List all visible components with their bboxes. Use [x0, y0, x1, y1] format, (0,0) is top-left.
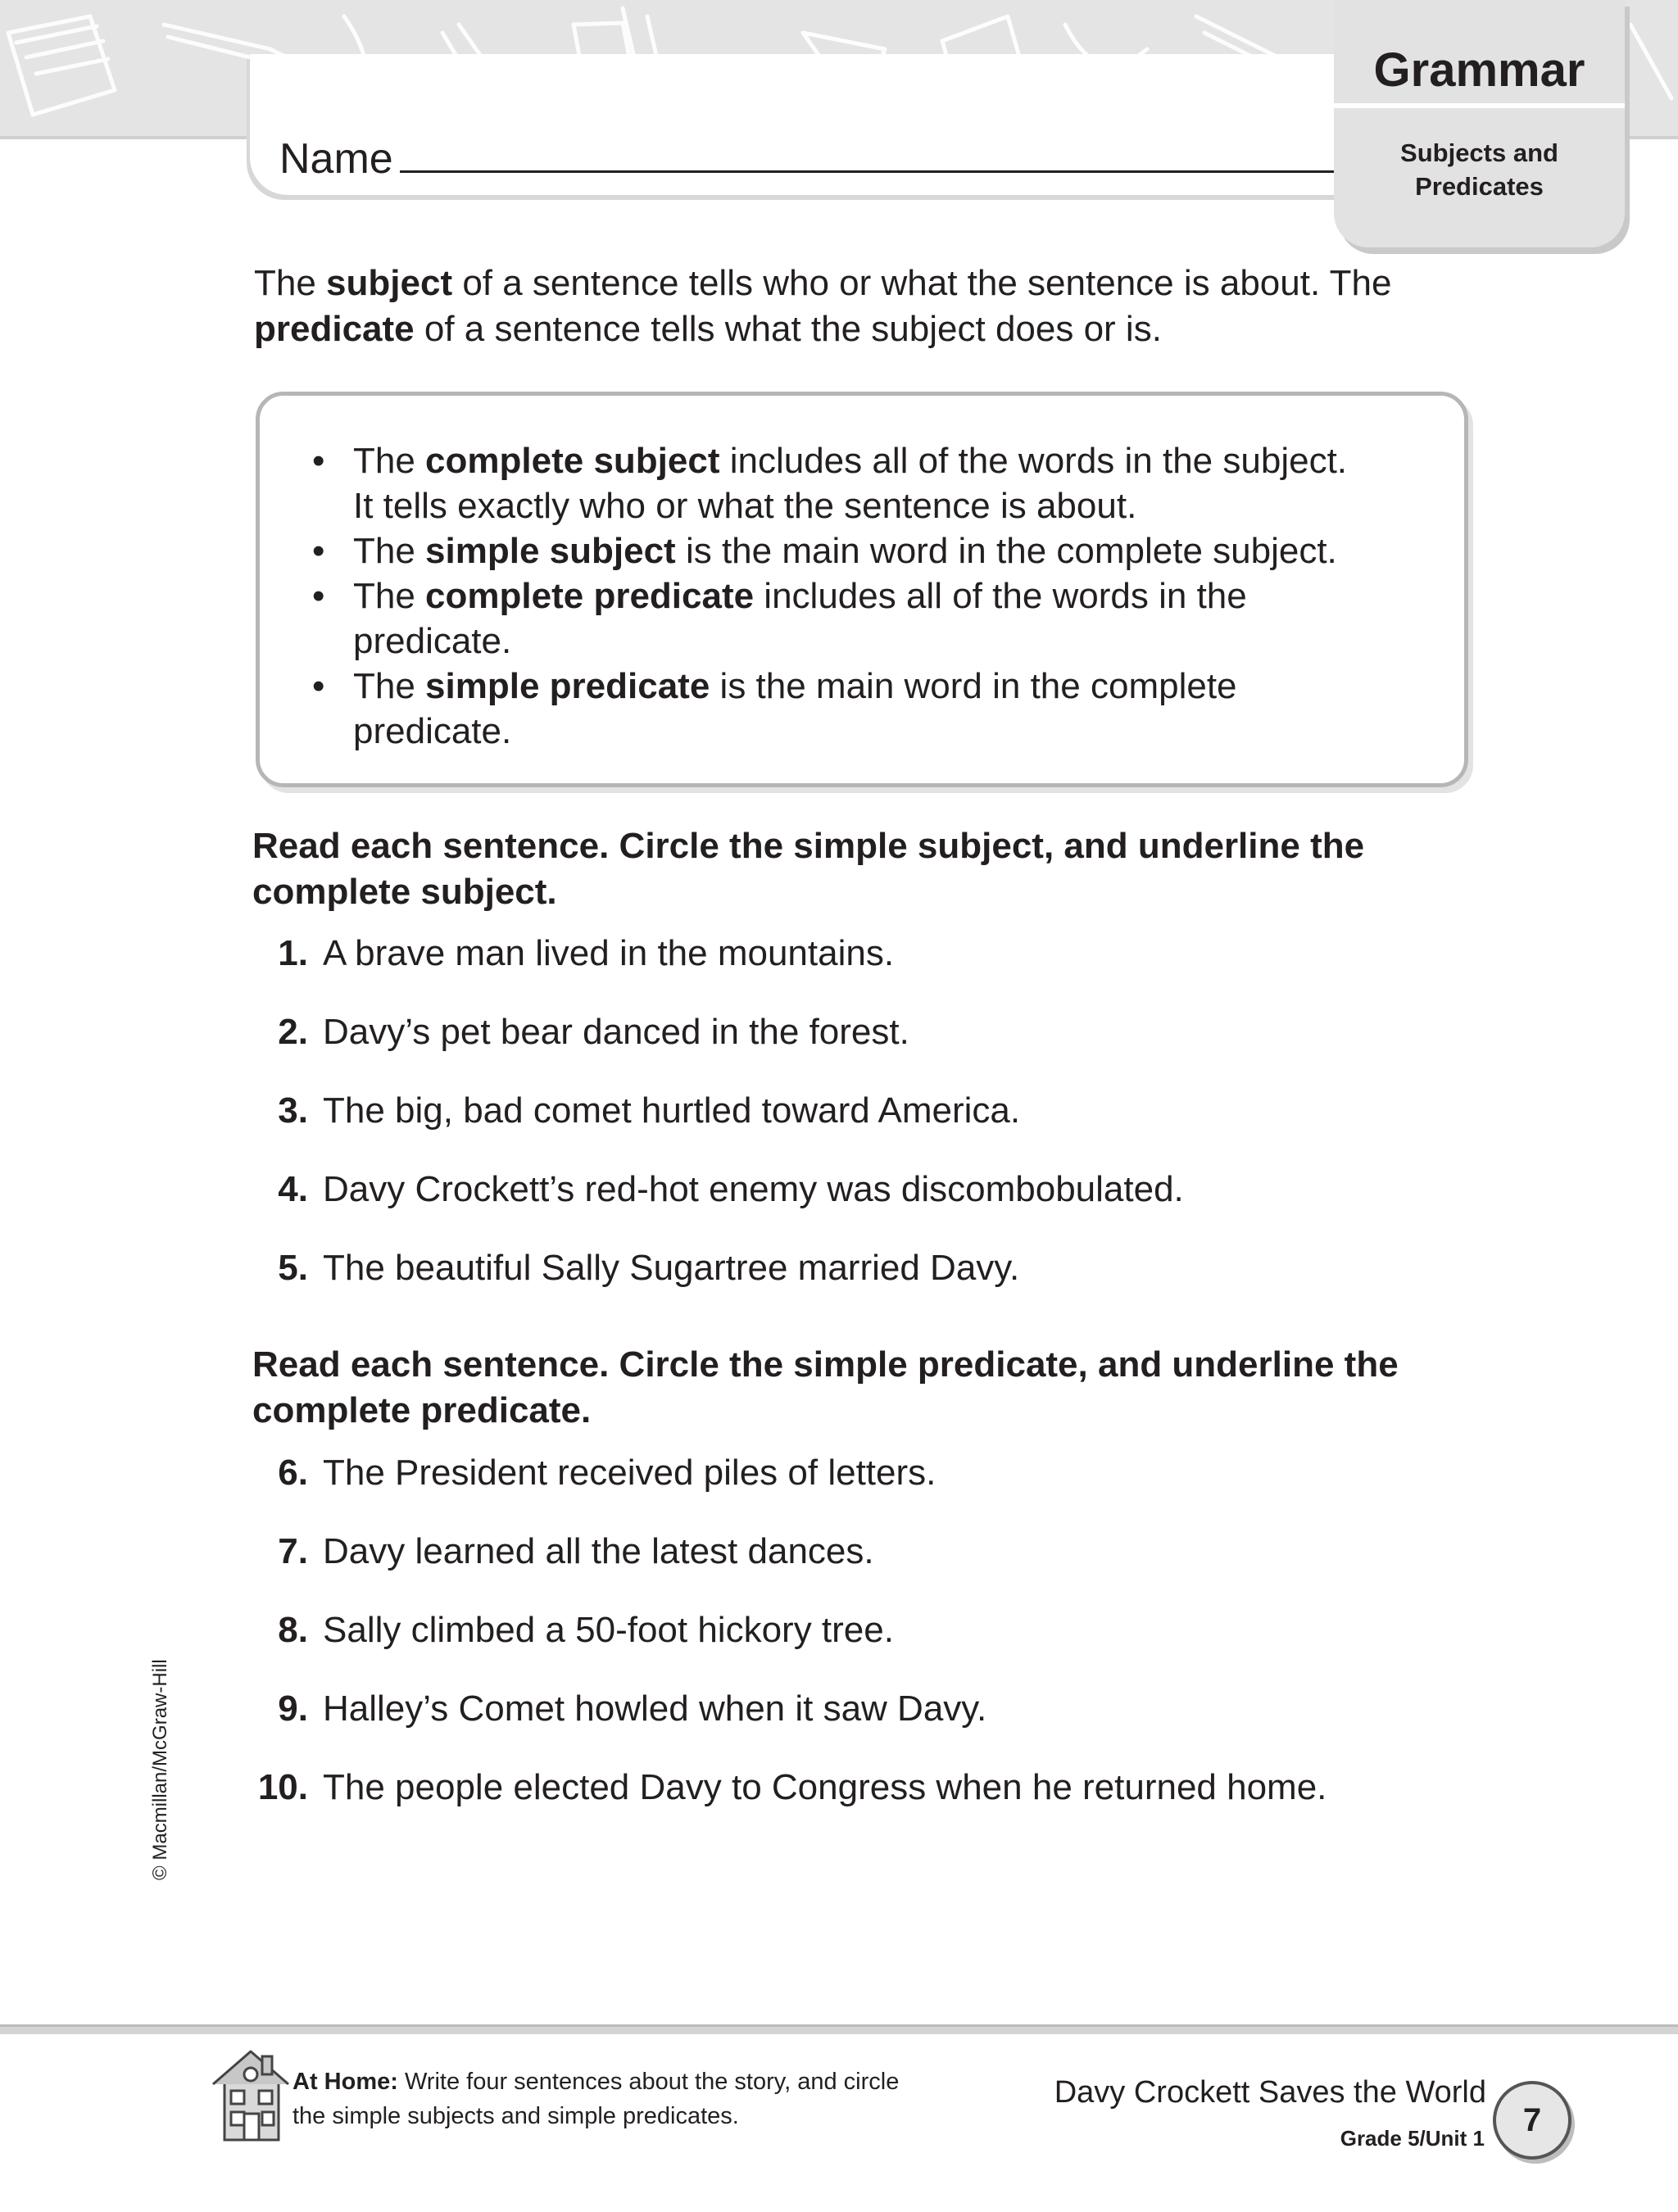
rule-item	[311, 528, 1441, 573]
exercise-item	[246, 931, 1524, 1009]
bullet-icon: •	[312, 531, 325, 571]
item-sentence: Davy’s pet bear danced in the forest.	[323, 1012, 909, 1052]
item-number: 2.	[278, 1012, 308, 1052]
intro-line	[254, 306, 1483, 352]
copyright-notice: © Macmillan/McGraw-Hill	[149, 1659, 171, 1880]
tab-title: Grammar	[1373, 43, 1585, 97]
rule-line	[353, 438, 1441, 483]
rule-term: complete predicate	[425, 576, 755, 616]
at-home-line: the simple subjects and simple predicates.	[293, 2103, 739, 2129]
intro-line	[254, 261, 1483, 306]
item-sentence: A brave man lived in the mountains.	[323, 933, 895, 973]
exercise-list-subject	[246, 931, 1524, 1324]
item-sentence: The big, bad comet hurtled toward America.	[323, 1090, 1021, 1131]
rule-text: is the main word in the complete subject.	[675, 531, 1337, 571]
item-number: 5.	[278, 1248, 308, 1288]
item-sentence: Halley’s Comet howled when it saw Davy.	[323, 1688, 987, 1729]
intro-text: of a sentence tells what the subject does or is.	[414, 309, 1162, 349]
intro-text: of a sentence tells who or what the sentence is about. The	[452, 263, 1392, 303]
grammar-tab	[1334, 0, 1625, 247]
at-home-note	[293, 2065, 964, 2133]
rule-line	[353, 528, 1441, 573]
exercise-list-predicate	[246, 1450, 1524, 1843]
directions-line: complete predicate.	[252, 1390, 592, 1430]
term-predicate: predicate	[254, 309, 415, 349]
house-icon	[210, 2047, 292, 2145]
exercise-item	[246, 1009, 1524, 1088]
story-title: Davy Crockett Saves the World	[1054, 2075, 1486, 2110]
item-number: 6.	[278, 1453, 308, 1493]
rule-term: simple predicate	[425, 666, 710, 706]
exercise-item	[246, 1686, 1524, 1765]
exercise-item	[246, 1607, 1524, 1686]
item-sentence: The beautiful Sally Sugartree married Davy.	[323, 1248, 1020, 1288]
exercise-item	[246, 1088, 1524, 1167]
directions-line: complete subject.	[252, 872, 557, 912]
item-sentence: The President received piles of letters.	[323, 1453, 937, 1493]
rule-text: predicate.	[353, 621, 512, 661]
item-sentence: Sally climbed a 50-foot hickory tree.	[323, 1610, 894, 1650]
item-sentence: Davy Crockett’s red-hot enemy was discombobulated.	[323, 1169, 1184, 1209]
item-number: 1.	[278, 933, 308, 973]
name-label: Name	[279, 135, 393, 183]
rule-item	[311, 573, 1441, 664]
bullet-icon: •	[312, 666, 325, 706]
rule-text: The	[353, 531, 426, 571]
exercise-item	[246, 1245, 1524, 1324]
term-subject: subject	[326, 263, 453, 303]
directions-line: Read each sentence. Circle the simple predicate, and underline the	[252, 1344, 1399, 1385]
grade-unit: Grade 5/Unit 1	[1340, 2126, 1485, 2151]
at-home-text: Write four sentences about the story, and circle	[397, 2069, 900, 2095]
rule-text: includes all of the words in the	[754, 576, 1247, 616]
intro-paragraph	[254, 261, 1483, 352]
intro-text: The	[254, 263, 327, 303]
exercise-item	[246, 1529, 1524, 1607]
at-home-label: At Home:	[293, 2069, 398, 2095]
rule-line	[353, 619, 1441, 664]
item-number: 7.	[278, 1531, 308, 1571]
exercise-item	[246, 1167, 1524, 1245]
directions-line: Read each sentence. Circle the simple subject, and underline the	[252, 826, 1365, 866]
rule-text: The	[353, 441, 426, 481]
rule-text: is the main word in the complete	[710, 666, 1237, 706]
page-number-badge: 7	[1493, 2081, 1571, 2160]
bullet-icon: •	[312, 576, 325, 616]
rule-line	[353, 664, 1441, 709]
item-sentence: The people elected Davy to Congress when he returned home.	[323, 1767, 1327, 1807]
rule-text: The	[353, 576, 426, 616]
name-panel	[250, 54, 1348, 195]
rule-item	[311, 664, 1441, 754]
rule-line	[353, 483, 1441, 528]
footer-rule	[0, 2024, 1678, 2034]
rule-box	[256, 392, 1468, 787]
rule-line	[353, 709, 1441, 754]
bullet-icon: •	[312, 441, 325, 481]
item-number: 4.	[278, 1169, 308, 1209]
tab-subtitle: Subjects and Predicates	[1400, 138, 1558, 201]
rule-text: The	[353, 666, 426, 706]
at-home-line	[293, 2065, 964, 2099]
rule-list	[311, 438, 1441, 754]
exercise-item	[246, 1450, 1524, 1529]
rule-text: includes all of the words in the subject.	[719, 441, 1348, 481]
item-sentence: Davy learned all the latest dances.	[323, 1531, 874, 1571]
directions-predicate	[252, 1342, 1531, 1434]
rule-term: simple subject	[425, 531, 676, 571]
item-number: 3.	[278, 1090, 308, 1131]
item-number: 8.	[278, 1610, 308, 1650]
rule-text: predicate.	[353, 711, 512, 751]
rule-text: It tells exactly who or what the sentence is about.	[353, 486, 1137, 526]
rule-item	[311, 438, 1441, 528]
item-number: 10.	[257, 1767, 308, 1807]
tab-divider	[1334, 103, 1625, 108]
rule-term: complete subject	[425, 441, 720, 481]
directions-subject	[252, 823, 1531, 915]
exercise-item	[246, 1765, 1524, 1843]
rule-line	[353, 573, 1441, 619]
item-number: 9.	[278, 1688, 308, 1729]
